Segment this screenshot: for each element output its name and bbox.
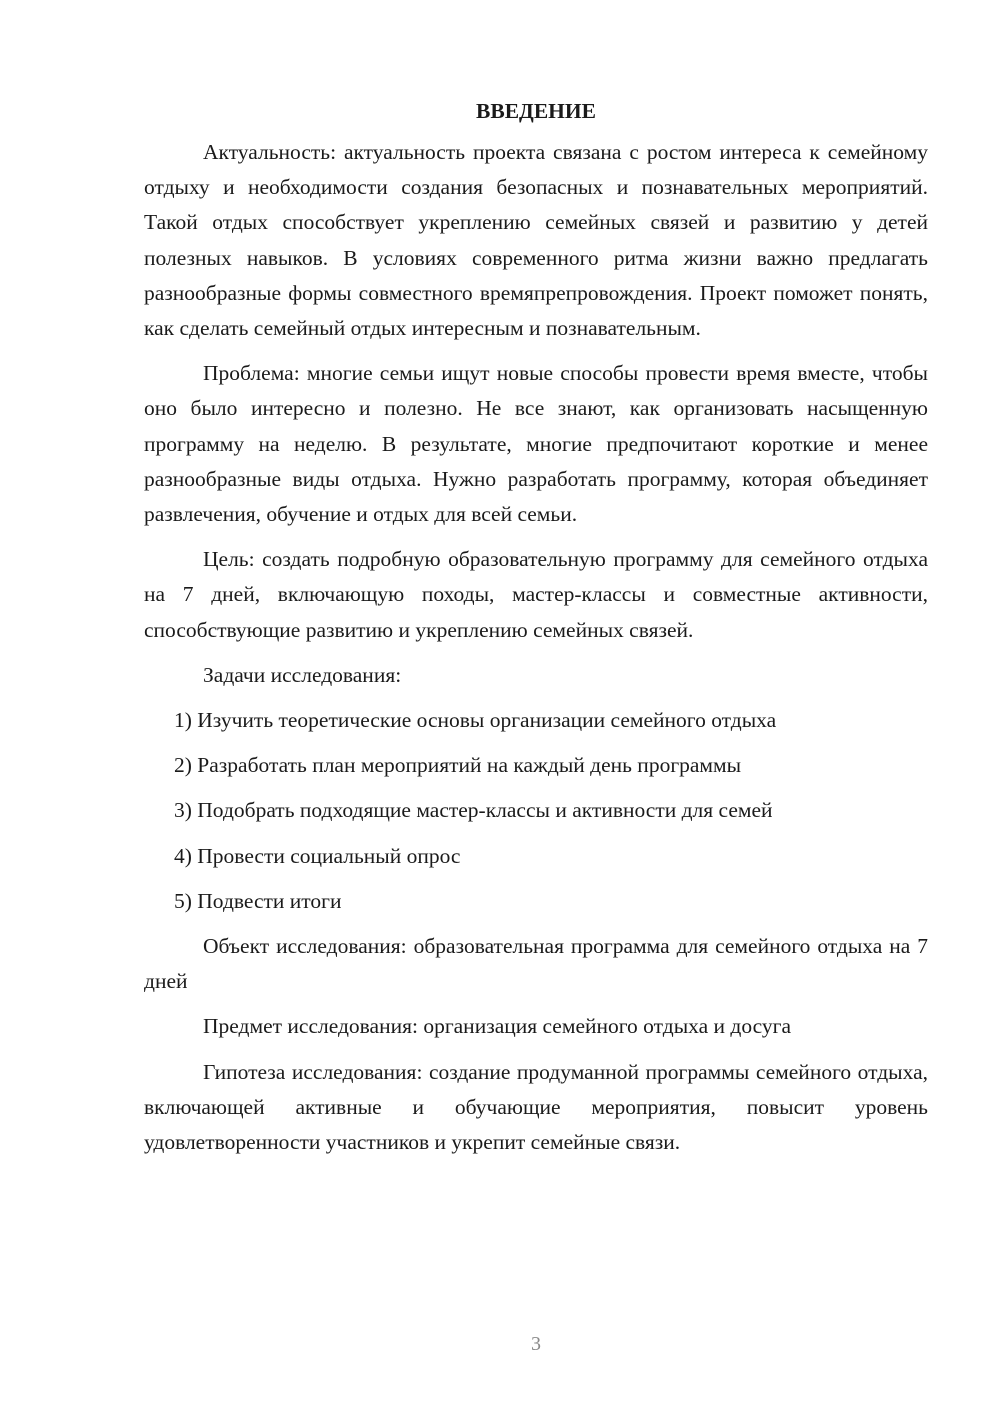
hypothesis-paragraph: Гипотеза исследования: создание продуманной программы семейного отдыха, включающей активные и обучающие мероприятия, повысит уровень удовлетворенности участников и укрепит семейные связи. — [144, 1059, 928, 1154]
relevance-paragraph: Актуальность: актуальность проекта связана с ростом интереса к семейному отдыху и необходимости создания безопасных и познавательных мероприятий. Такой отдых способствует укреплению семейных связей и развитию у детей полезных навыков. В условиях современного ритма жизни важно предлагать разнообразные формы совместного времяпрепровождения. Проект поможет понять, как сделать семейный отдых интересным и познавательным. — [144, 140, 928, 341]
page-title: ВВЕДЕНИЕ — [476, 99, 596, 123]
task-item: 5) Подвести итоги — [174, 888, 342, 913]
task-item: 3) Подобрать подходящие мастер-классы и активности для семей — [174, 798, 773, 823]
task-item: 2) Разработать план мероприятий на каждый день программы — [174, 753, 742, 778]
page-number: 3 — [531, 1333, 541, 1355]
goal-paragraph: Цель: создать подробную образовательную программу для семейного отдыха на 7 дней, включающую походы, мастер-классы и совместные активности, способствующие развитию и укреплению семейных связей. — [144, 547, 928, 642]
tasks-heading: Задачи исследования: — [203, 662, 402, 687]
problem-paragraph: Проблема: многие семьи ищут новые способы провести время вместе, чтобы оно было интересно и полезно. Не все знают, как организовать насыщенную программу на неделю. В результате, многие предпочитают короткие и менее разнообразные виды отдыха. Нужно разработать программу, которая объединяет развлечения, обучение и отдых для всей семьи. — [144, 361, 928, 527]
subject-paragraph: Предмет исследования: организация семейного отдыха и досуга — [203, 1014, 791, 1039]
tasks-list — [144, 703, 928, 919]
object-paragraph: Объект исследования: образовательная программа для семейного отдыха на 7 дней — [144, 933, 928, 994]
task-item: 4) Провести социальный опрос — [174, 843, 461, 868]
task-item: 1) Изучить теоретические основы организации семейного отдыха — [174, 708, 777, 733]
page-content — [144, 96, 928, 1170]
